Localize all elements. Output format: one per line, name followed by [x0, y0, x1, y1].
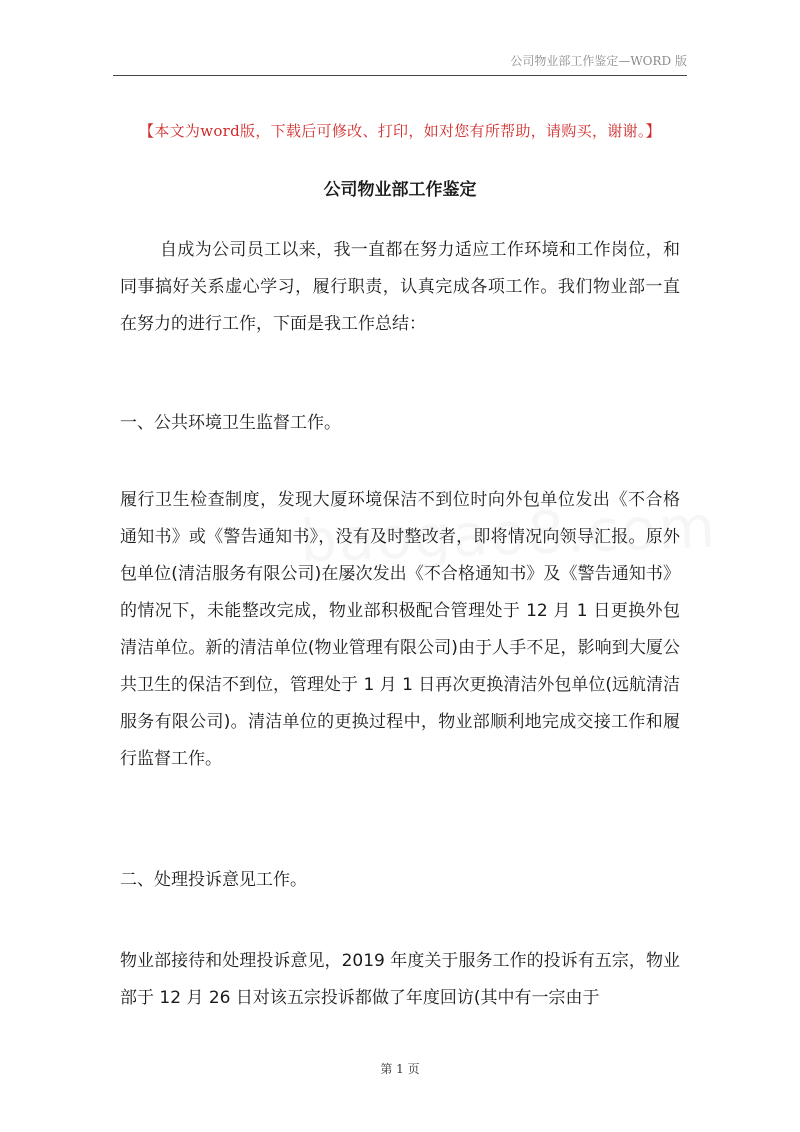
intro-paragraph: 自成为公司员工以来，我一直都在努力适应工作环境和工作岗位，和同事搞好关系虚心学习，履行职责，认真完成各项工作。我们物业部一直在努力的进行工作，下面是我工作总结：: [120, 240, 680, 334]
purchase-notice: 【本文为word版，下载后可修改、打印，如对您有所帮助，请购买，谢谢。】: [139, 122, 661, 140]
page-number: 第 1 页: [380, 1062, 420, 1076]
section-heading-1: 一、公共环境卫生监督工作。: [120, 413, 341, 433]
page-header: 公司物业部工作鉴定—WORD 版: [510, 54, 687, 68]
document-title: 公司物业部工作鉴定: [323, 180, 477, 200]
header-divider: [113, 75, 687, 76]
section-body-1: 履行卫生检查制度，发现大厦环境保洁不到位时向外包单位发出《不合格通知书》或《警告通知书》，没有及时整改者，即将情况向领导汇报。原外包单位(清洁服务有限公司)在屡次发出《不合格通知书》及《警告通知书》的情况下，未能整改完成，物业部积极配合管理处于 12 月 1 日更换外包清洁单位。新的清洁单位(物业管理有限公司)由于人手不足，影响到大厦公共卫生的保洁不到位，管理处于 1 月 1 日再次更换清洁外包单位(远航清洁服务有限公司)。清洁单位的更换过程中，物业部顺利地完成交接工作和履行监督工作。: [120, 490, 680, 769]
section-heading-2: 二、处理投诉意见工作。: [120, 870, 307, 890]
section-body-2: 物业部接待和处理投诉意见，2019 年度关于服务工作的投诉有五宗，物业部于 12 月 26 日对该五宗投诉都做了年度回访(其中有一宗由于: [120, 951, 680, 1008]
